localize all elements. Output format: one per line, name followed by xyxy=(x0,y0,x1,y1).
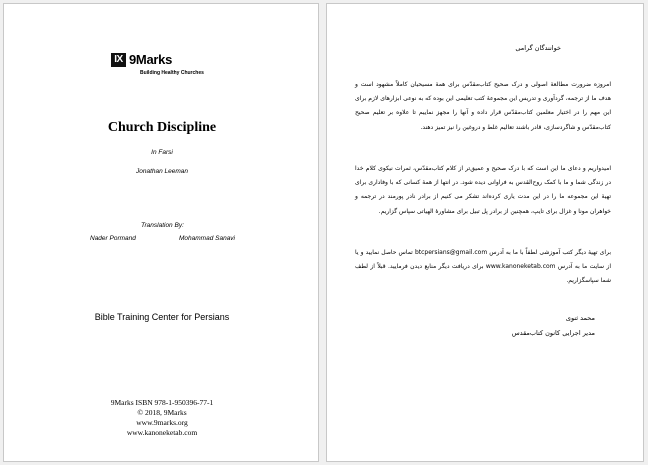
translation-label: Translation By: xyxy=(141,222,184,229)
body-paragraph: امروزه ضرورت مطالعهٔ اصولی و درک صحیح کتاب‌مقدّس برای همهٔ مسیحیان کاملاً مشهود است و هدف ما از ترجمه، گردآوری و تدریس این مجموعهٔ کتب تعلیمی این بوده که به نوعی ابزارهای لازم برای این مهم را در اختیار معلمین کتاب‌مقدّس قرار داده و آنها را مجهز نماییم تا علاوه بر تعلیم صحیح کتاب‌مقدّس و شاگردسازی، قادر باشند تعالیم غلط و دروغین را نیز تمیز دهند. xyxy=(355,81,611,131)
book-language: In Farsi xyxy=(151,149,173,156)
salutation: خوانندگان گرامی xyxy=(515,44,561,52)
logo-tagline: Building Healthy Churches xyxy=(140,70,204,76)
colophon-website: www.kanoneketab.com xyxy=(126,428,198,437)
body-paragraph: امیدواریم و دعای ما این است که با درک صحیح و عمیق‌تر از کلام کتاب‌مقدّس، ثمرات نیکوی کلام خدا در زندگی شما و ما با کمک روح‌القدس به فراوانی دیده شود. در انتها از همهٔ کسانی که با وفاداری برای تهیهٔ این مجموعه ما را در این مدت یاری کرده‌اند تشکر می کنیم از برادر نادر پورمند در ترجمه و خواهران مونا و غزال برای تایپ، همچنین از برادر پل تبیل برای مشاورهٔ الهیاتی سپاس گزاریم. xyxy=(355,165,611,215)
left-page xyxy=(3,3,319,462)
translator-name: Mohammad Sanavi xyxy=(179,235,235,242)
publisher-name: Bible Training Center for Persians xyxy=(94,312,230,322)
signer-title: مدیر اجرایی کانون کتاب‌مقدس xyxy=(511,329,595,337)
signer-name: محمد ثنوی xyxy=(565,314,595,322)
book-author: Jonathan Leeman xyxy=(135,168,189,175)
logo-name: 9Marks xyxy=(129,52,173,67)
book-title: Church Discipline xyxy=(107,120,217,135)
colophon-isbn: 9Marks ISBN 978-1-950396-77-1 xyxy=(110,398,214,407)
logo-mark: IX xyxy=(111,53,126,67)
body-paragraph: برای تهیهٔ دیگر کتب آموزشی لطفاً با ما به آدرس btcpersians@gmail.com تماس حاصل نمایید و یا از سایت ما به آدرس www.kanoneketab.com برای دریافت دیگر منابع دیدن فرمایید. قبلاً از لطف شما سپاسگزاریم. xyxy=(355,249,611,285)
right-page xyxy=(326,3,644,462)
colophon-copyright: © 2018, 9Marks xyxy=(137,408,187,417)
translator-name: Nader Pormand xyxy=(90,235,136,242)
colophon-website: www.9marks.org xyxy=(136,418,188,427)
